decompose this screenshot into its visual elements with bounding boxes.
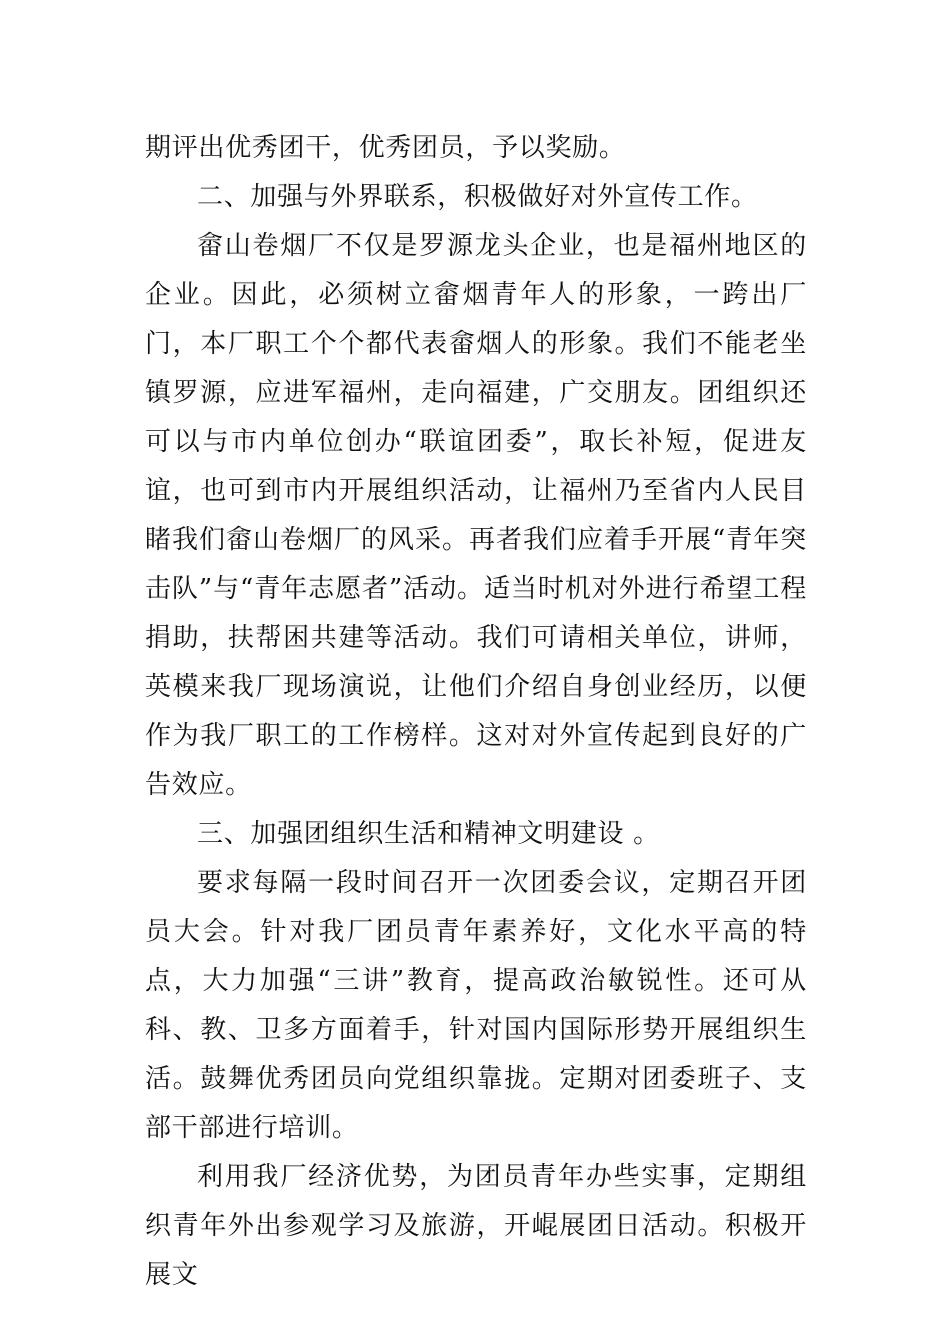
paragraph-1: 期评出优秀团干，优秀团员，予以奖励。 <box>145 133 626 163</box>
section-heading-2: 二、加强与外界联系，积极做好对外宣传工作。 <box>197 182 758 212</box>
paragraph-meetings: 要求每隔一段时间召开一次团委会议，定期召开团员大会。针对我厂团员青年素养好，文化水平高的特点，大力加强“三讲”教育，提高政治敏锐性。还可从科、教、卫多方面着手，针对国内国际形势开展组织生活。鼓舞优秀团员向党组织靠拢。定期对团委班子、支部干部进行培训。 <box>145 868 807 1143</box>
document-page <box>145 124 807 1300</box>
section-heading-3: 三、加强团组织生活和精神文明建设 。 <box>197 819 660 849</box>
paragraph-activities: 利用我厂经济优势，为团员青年办些实事，定期组织青年外出参观学习及旅游，开崐展团日活动。积极开展文 <box>145 1162 807 1290</box>
paragraph-external-publicity: 畲山卷烟厂不仅是罗源龙头企业，也是福州地区的企业。因此，必须树立畲烟青年人的形象，一跨出厂门，本厂职工个个都代表畲烟人的形象。我们不能老坐镇罗源，应进军福州，走向福建，广交朋友。团组织还可以与市内单位创办“联谊团委”，取长补短，促进友谊，也可到市内开展组织活动，让福州乃至省内人民目睹我们畲山卷烟厂的风采。再者我们应着手开展“青年突击队”与“青年志愿者”活动。适当时机对外进行希望工程捐助，扶帮困共建等活动。我们可请相关单位，讲师，英模来我厂现场演说，让他们介绍自身创业经历，以便作为我厂职工的工作榜样。这对对外宣传起到良好的广告效应。 <box>145 231 807 800</box>
